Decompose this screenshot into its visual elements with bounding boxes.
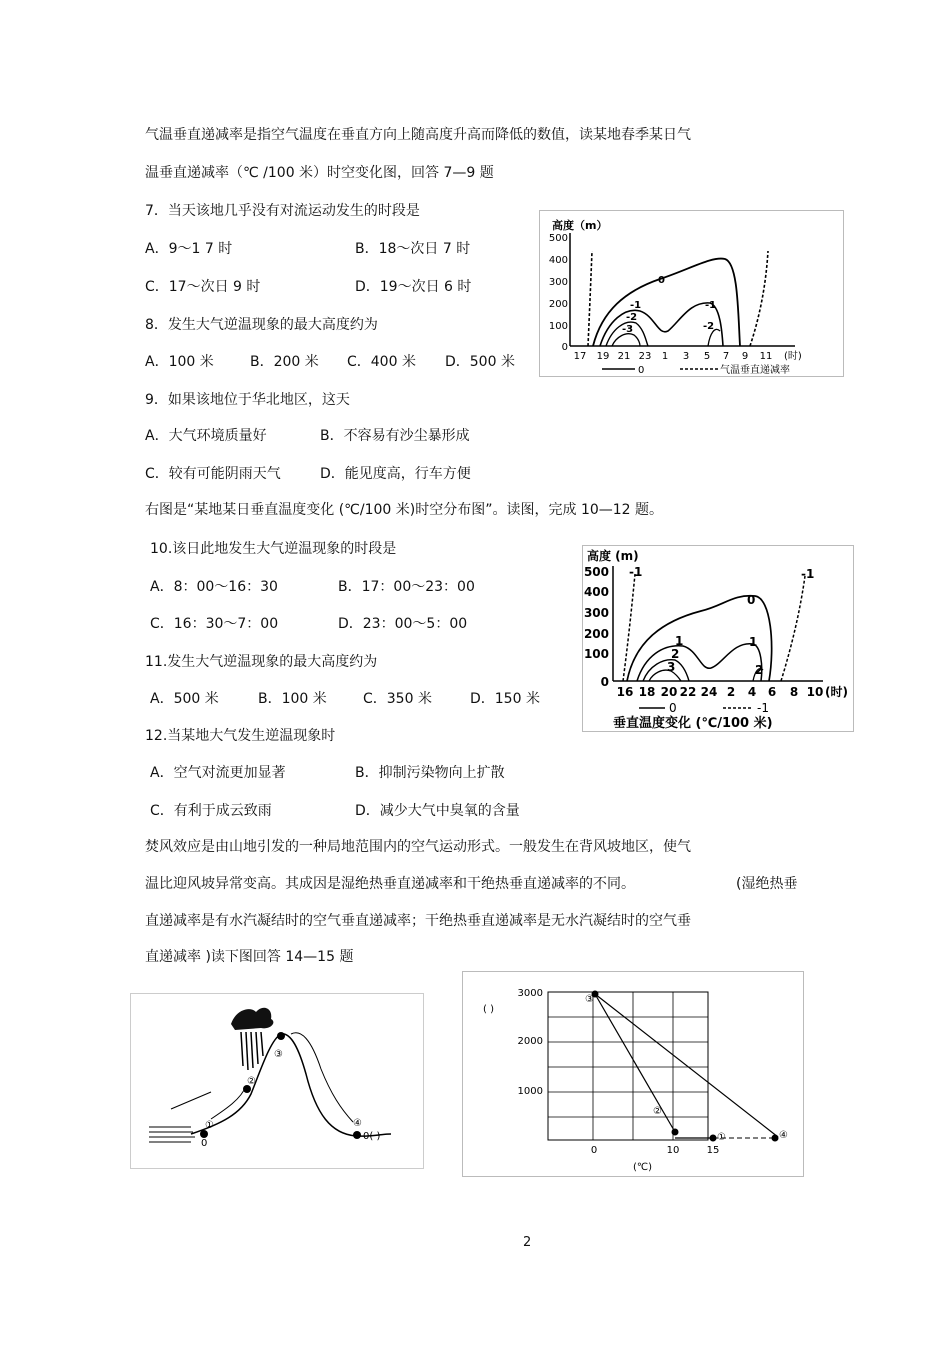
fig4-ytick: 2000 (517, 1036, 543, 1047)
fig1-contour-label: -1 (705, 300, 717, 311)
q11-option-d: D．150 米 (470, 691, 540, 707)
q8-stem: 8．发生大气逆温现象的最大高度约为 (145, 317, 378, 333)
q11-option-b: B．100 米 (258, 691, 327, 707)
fig1-xtick: 11 (759, 351, 773, 362)
fig1-legend-solid: 0 (638, 365, 645, 376)
fig1-contour-label: -1 (630, 300, 642, 311)
fig1-ytick: 100 (548, 321, 568, 332)
q12-stem: 12.当某地大气发生逆温现象时 (145, 728, 336, 744)
q7-option-d: D．19～次日 6 时 (355, 279, 472, 295)
fig2-xtick: 18 (638, 685, 656, 699)
fig3-point-3: ③ (274, 1049, 283, 1060)
intro-line-1: 气温垂直递减率是指空气温度在垂直方向上随高度升高而降低的数值，读某地春季某日气 (145, 127, 691, 143)
q9-option-b: B．不容易有沙尘暴形成 (320, 428, 470, 444)
fig1-xtick: 9 (741, 351, 749, 362)
fig2-xtick: 16 (616, 685, 634, 699)
fig2-xtick: 4 (747, 685, 757, 699)
fig1-legend-dash: 气温垂直递减率 (720, 365, 790, 376)
fig4-xlabel: (℃) (633, 1162, 653, 1173)
intro3-line-1: 焚风效应是由山地引发的一种局地范围内的空气运动形式。一般发生在背风坡地区，使气 (145, 839, 691, 855)
q7-option-c: C．17～次日 9 时 (145, 279, 261, 295)
fig1-xtick: 23 (638, 351, 652, 362)
fig1-contour-label: -2 (626, 312, 638, 323)
q8-option-c: C．400 米 (347, 354, 416, 370)
fig1-xtick: 21 (617, 351, 631, 362)
q12-option-d: D．减少大气中臭氧的含量 (355, 803, 520, 819)
fig4-point-3: ③ (585, 994, 594, 1005)
fig4-ytick: 1000 (517, 1086, 543, 1097)
fig4-xtick: 15 (706, 1145, 720, 1156)
fig2-xtick: 10 (806, 685, 824, 699)
intro2: 右图是“某地某日垂直温度变化 (℃/100 米)时空分布图”。读图，完成 10—12 题。 (145, 502, 664, 518)
q12-option-b: B．抑制污染物向上扩散 (355, 765, 505, 781)
fig1-ytick: 0 (561, 342, 568, 353)
fig3-point-1: ① (205, 1120, 214, 1131)
fig2-xtick: 22 (679, 685, 697, 699)
q12-option-c: C．有利于成云致雨 (150, 803, 272, 819)
fig1-xtick: 19 (596, 351, 610, 362)
fig2-contour-label: 2 (755, 663, 764, 677)
fig3-label-0: 0 (201, 1138, 208, 1149)
figure-lapse-rate-1 (539, 210, 844, 377)
fig2-xtick: 6 (767, 685, 777, 699)
q7-option-b: B．18～次日 7 时 (355, 241, 471, 257)
fig1-ytick: 300 (548, 277, 568, 288)
q8-option-d: D．500 米 (445, 354, 515, 370)
intro3-line-2b: (湿绝热垂 (736, 876, 798, 892)
figure-lapse-rate-2 (582, 545, 854, 732)
fig2-ytick: 100 (583, 647, 609, 661)
fig2-legend-solid: 0 (669, 701, 677, 715)
fig2-xtick: 2 (726, 685, 736, 699)
fig1-xtick: 1 (661, 351, 669, 362)
fig1-xtick: 5 (703, 351, 711, 362)
fig1-contour-label: -2 (703, 321, 715, 332)
fig4-xtick: 0 (590, 1145, 598, 1156)
fig1-xunit: (时) (784, 351, 802, 362)
fig1-ytick: 500 (548, 233, 568, 244)
fig1-xtick: 17 (573, 351, 587, 362)
q8-option-b: B．200 米 (250, 354, 319, 370)
q10-option-d: D．23：00～5：00 (338, 616, 468, 632)
fig4-ylabel: ( ) (483, 1004, 494, 1015)
figure-foehn-mountain (130, 993, 424, 1169)
q10-option-a: A．8：00～16：30 (150, 579, 278, 595)
fig2-contour-label: 3 (667, 660, 676, 674)
fig2-contour-label: -1 (629, 565, 643, 579)
q10-option-b: B．17：00～23：00 (338, 579, 475, 595)
fig4-xtick: 10 (666, 1145, 680, 1156)
fig2-ytick: 400 (583, 585, 609, 599)
fig2-xtick: 8 (789, 685, 799, 699)
q12-option-a: A．空气对流更加显著 (150, 765, 286, 781)
intro3-line-4: 直递减率 )读下图回答 14—15 题 (145, 949, 354, 965)
q8-option-a: A．100 米 (145, 354, 214, 370)
fig2-ytick: 0 (600, 675, 609, 689)
fig2-ytick: 200 (583, 627, 609, 641)
fig1-ytick: 200 (548, 299, 568, 310)
figure-foehn-graph (462, 971, 804, 1177)
q11-stem: 11.发生大气逆温现象的最大高度约为 (145, 654, 378, 670)
intro3-line-3: 直递减率是有水汽凝结时的空气垂直递减率；干绝热垂直递减率是无水汽凝结时的空气垂 (145, 913, 691, 929)
fig2-ylabel: 高度 (m) (587, 549, 639, 563)
fig2-contour-label: 2 (671, 647, 680, 661)
fig4-point-4: ④ (779, 1130, 788, 1141)
q11-option-a: A．500 米 (150, 691, 219, 707)
fig2-ytick: 500 (583, 565, 609, 579)
intro-line-2: 温垂直递减率（℃ /100 米）时空变化图，回答 7—9 题 (145, 165, 494, 181)
fig2-caption: 垂直温度变化 (℃/100 米) (613, 716, 773, 731)
fig3-point-4: ④ (353, 1118, 362, 1129)
fig1-ytick: 400 (548, 255, 568, 266)
fig3-label-4: 0( ) (363, 1131, 381, 1142)
q11-option-c: C．350 米 (363, 691, 432, 707)
fig3-point-2: ② (247, 1076, 256, 1087)
fig1-contour-label: -3 (622, 324, 634, 335)
fig2-contour-label: -1 (801, 567, 815, 581)
fig4-point-1: ① (717, 1132, 726, 1143)
q9-option-d: D．能见度高，行车方便 (320, 466, 471, 482)
q10-option-c: C．16：30～7：00 (150, 616, 279, 632)
intro3-line-2: 温比迎风坡异常变高。其成因是湿绝热垂直递减率和干绝热垂直递减率的不同。 (145, 876, 635, 892)
fig1-xtick: 7 (722, 351, 730, 362)
fig2-contour-label: 0 (747, 593, 756, 607)
fig1-contour-label: 0 (658, 275, 665, 286)
q9-stem: 9．如果该地位于华北地区，这天 (145, 392, 350, 408)
q10-stem: 10.该日此地发生大气逆温现象的时段是 (150, 541, 397, 557)
fig2-xtick: 20 (660, 685, 678, 699)
fig2-xtick: 24 (700, 685, 718, 699)
fig4-point-2: ② (653, 1106, 662, 1117)
fig1-xtick: 3 (682, 351, 690, 362)
page-number: 2 (523, 1235, 532, 1250)
fig2-legend-dash: -1 (757, 701, 769, 715)
fig2-contour-label: 1 (675, 634, 684, 648)
q7-option-a: A．9～1 7 时 (145, 241, 233, 257)
q9-option-a: A．大气环境质量好 (145, 428, 267, 444)
fig4-ytick: 3000 (517, 988, 543, 999)
fig2-contour-label: 1 (749, 635, 758, 649)
fig2-ytick: 300 (583, 606, 609, 620)
q9-option-c: C．较有可能阴雨天气 (145, 466, 281, 482)
fig2-xunit: (时) (825, 685, 848, 699)
fig1-ylabel: 高度（m） (552, 219, 608, 232)
q7-stem: 7．当天该地几乎没有对流运动发生的时段是 (145, 203, 420, 219)
